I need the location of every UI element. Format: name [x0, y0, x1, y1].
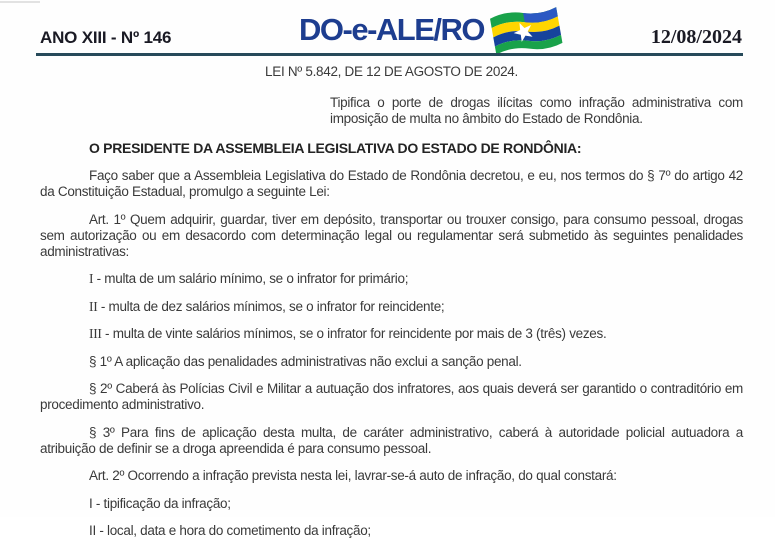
preamble: Faço saber que a Assembleia Legislativa do Estado de Rondônia decretou, e eu, nos termos do § 7º do artigo 42 da Constituição Estadual, promulgo a seguinte Lei: — [40, 168, 743, 199]
edition-number: ANO XIII - Nº 146 — [40, 28, 172, 47]
masthead-title: DO-e-ALE/RO — [299, 11, 484, 47]
header-divider — [36, 53, 743, 56]
item-numeral: I — [89, 271, 94, 286]
article-1-paragraph-1: § 1º A aplicação das penalidades administrativas não exclui a sanção penal. — [89, 353, 522, 369]
scan-artifact — [0, 1, 40, 3]
item-text: - multa de um salário mínimo, se o infrator for primário; — [96, 271, 409, 286]
promulgation-heading: O PRESIDENTE DA ASSEMBLEIA LEGISLATIVA DO ESTADO DE RONDÔNIA: — [89, 140, 582, 156]
article-2-caput: Art. 2º Ocorrendo a infração prevista nesta lei, lavrar-se-á auto de infração, do qual constará: — [89, 468, 617, 483]
law-title: LEI Nº 5.842, DE 12 DE AGOSTO DE 2024. — [265, 64, 518, 79]
article-1-item-2 — [40, 299, 743, 315]
article-1-caput: Art. 1º Quem adquirir, guardar, tiver em depósito, transportar ou trouxer consigo, para consumo pessoal, drogas sem autorização ou em desacordo com determinação legal ou regulamentar será submetido às seguintes penalidades administrativas: — [40, 211, 743, 259]
item-text: - multa de vinte salários mínimos, se o infrator for reincidente por mais de 3 (três) vezes. — [105, 326, 607, 341]
item-text: - multa de dez salários mínimos, se o infrator for reincidente; — [100, 298, 445, 314]
item-text: - local, data e hora do cometimento da infração; — [99, 523, 371, 538]
article-1-item-1 — [40, 271, 743, 287]
item-numeral: II — [89, 523, 96, 538]
item-numeral: II — [89, 298, 98, 314]
article-1-paragraph-2: § 2º Caberá às Polícias Civil e Militar a autuação dos infratores, aos quais deverá ser garantido o contraditório em procedimento administrativo. — [40, 381, 743, 412]
masthead — [299, 6, 563, 53]
item-numeral: III — [89, 326, 102, 341]
article-2-item-1 — [40, 496, 743, 512]
article-1-item-3 — [40, 326, 743, 342]
article-2-item-2 — [40, 523, 743, 539]
edition-date: 12/08/2024 — [650, 26, 742, 48]
article-1-paragraph-3: § 3º Para fins de aplicação desta multa, de caráter administrativo, caberá à autoridade policial autuadora a atribuição de definir se a droga apreendida é para consumo pessoal. — [40, 424, 743, 456]
item-text: - tipificação da infração; — [95, 495, 231, 511]
law-document — [40, 60, 743, 551]
item-numeral: I — [89, 495, 93, 511]
law-summary: Tipifica o porte de drogas ilícitas como infração administrativa com imposição de multa no âmbito do Estado de Rondônia. — [330, 95, 743, 126]
rondonia-flag-icon — [489, 6, 563, 53]
